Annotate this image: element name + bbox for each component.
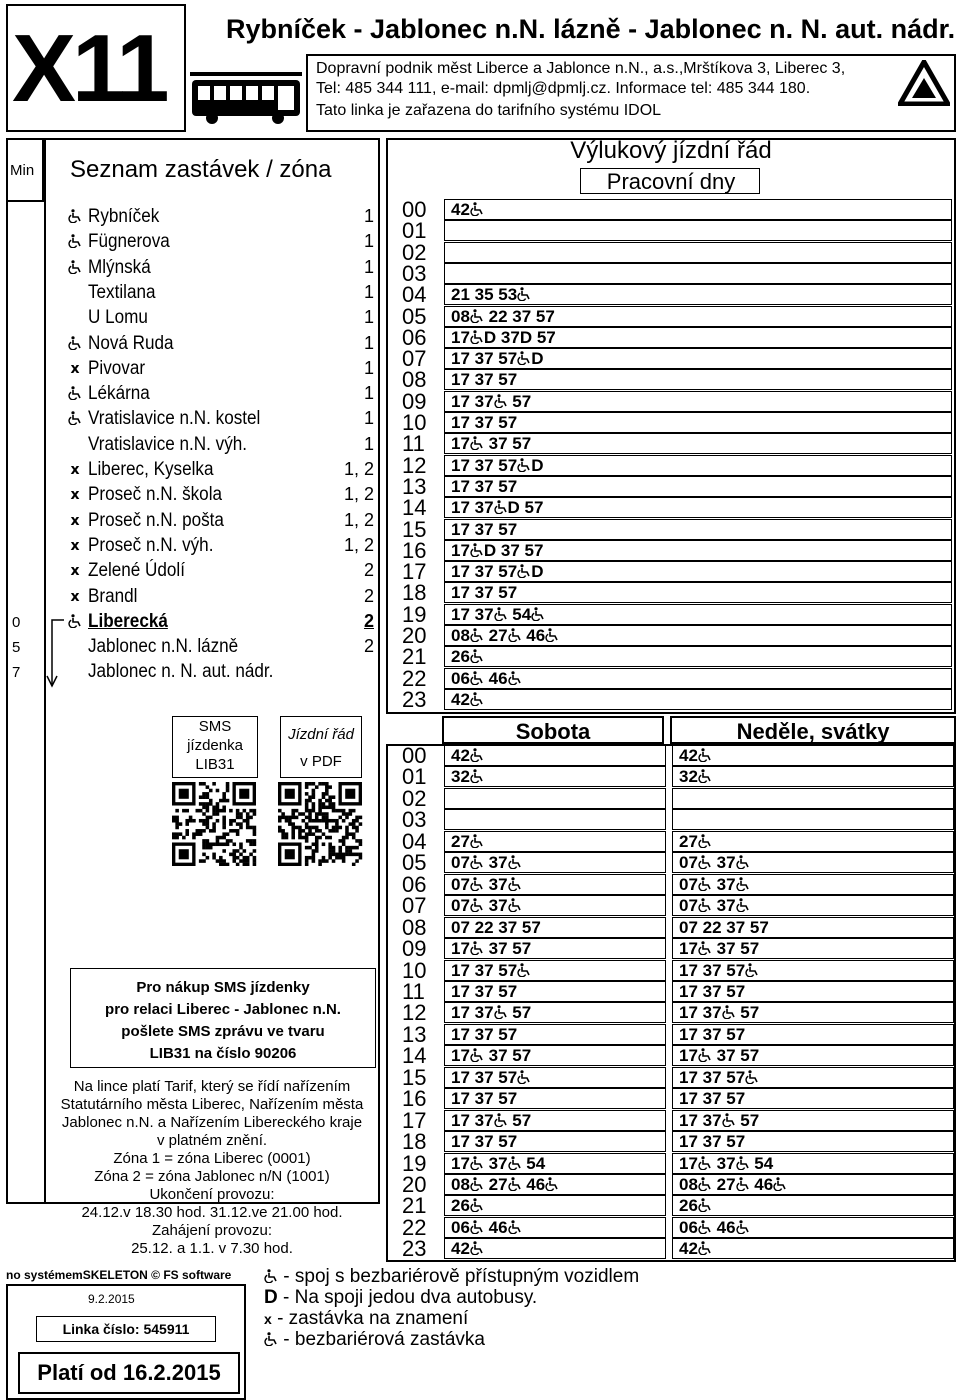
stop-name: U Lomu — [88, 307, 148, 329]
legend-symbol-wheelchair — [264, 1329, 278, 1350]
stop-row — [66, 433, 380, 458]
tariff-line: Zóna 2 = zóna Jablonec n/N (1001) — [94, 1168, 330, 1185]
wheelchair-icon — [470, 692, 484, 706]
hour-label: 04 — [402, 828, 427, 854]
stop-row — [66, 281, 380, 306]
weekday-label: Pracovní dny — [606, 169, 736, 194]
hour-label: 12 — [402, 452, 427, 478]
hour-label: 19 — [402, 601, 427, 627]
wheelchair-icon — [470, 671, 484, 685]
request-stop-marker: x — [70, 360, 80, 377]
saturday-departures: 17 37 54 — [444, 1153, 666, 1174]
stop-row — [66, 205, 380, 230]
sms-info-line: LIB31 na číslo 90206 — [149, 1045, 297, 1062]
stop-name: Proseč n.N. škola — [88, 484, 223, 506]
wheelchair-icon — [68, 386, 82, 400]
hour-label: 18 — [402, 580, 427, 606]
saturday-departures: 32 — [444, 766, 666, 787]
weekday-departures: 08 22 37 57 — [444, 306, 952, 327]
hour-label: 05 — [402, 850, 427, 876]
stop-zone: 1 — [363, 408, 374, 429]
wheelchair-stop-marker — [66, 614, 84, 631]
weekday-departures: 08 27 46 — [444, 625, 952, 646]
wheelchair-icon — [494, 394, 508, 408]
hour-label: 15 — [402, 516, 427, 542]
sunday-departures: 07 37 — [672, 852, 954, 873]
sunday-departures: 17 37 57 — [672, 960, 954, 981]
weekday-departures — [444, 263, 952, 284]
legend-symbol-wheelchair — [264, 1266, 278, 1287]
sunday-departures: 17 37 57 — [672, 1002, 954, 1023]
stop-name: Proseč n.N. výh. — [88, 534, 214, 556]
hour-label: 09 — [402, 936, 427, 962]
tariff-line: Statutárního města Liberec, Nařízením města — [60, 1096, 364, 1113]
stop-row — [66, 332, 380, 357]
sunday-departures: 17 37 57 — [672, 1067, 954, 1088]
stop-zone: 2 — [363, 585, 374, 606]
stop-zone: 1, 2 — [343, 534, 374, 555]
route-title: Rybníček - Jablonec n.N. lázně - Jablonec n. N. aut. nádr. — [226, 14, 956, 44]
wheelchair-stop-marker — [66, 386, 84, 403]
operator-info-line: Dopravní podnik měst Liberce a Jablonce n.N., a.s.,Mrštíkova 3, Liberec 3, — [316, 60, 846, 77]
stop-row — [66, 559, 380, 584]
stop-zone: 1 — [363, 281, 374, 302]
hour-label: 23 — [402, 1236, 427, 1262]
request-stop-marker: x — [70, 588, 80, 605]
sunday-departures: 07 22 37 57 — [672, 917, 954, 938]
stop-row — [66, 585, 380, 610]
sunday-departures: 06 46 — [672, 1217, 954, 1238]
legend-item — [264, 1308, 468, 1330]
saturday-departures: 17 37 57 — [444, 1067, 666, 1088]
hour-label: 14 — [402, 495, 427, 521]
wheelchair-icon — [470, 649, 484, 663]
hour-label: 10 — [402, 957, 427, 983]
stops-heading: Seznam zastávek / zóna — [70, 156, 332, 183]
saturday-departures: 26 — [444, 1195, 666, 1216]
sunday-departures: 17 37 57 — [672, 1024, 954, 1045]
hour-label: 21 — [402, 1193, 427, 1219]
wheelchair-icon — [470, 436, 484, 450]
tariff-line: Zóna 1 = zóna Liberec (0001) — [113, 1150, 311, 1167]
weekday-departures: 42 — [444, 689, 952, 710]
weekend-timetable — [386, 744, 956, 1262]
saturday-departures: 08 27 46 — [444, 1174, 666, 1195]
hour-label: 11 — [402, 431, 425, 457]
wheelchair-icon — [531, 607, 545, 621]
minutes-header: Min — [10, 162, 35, 179]
sunday-departures: 08 27 46 — [672, 1174, 954, 1195]
legend-item — [264, 1287, 537, 1309]
sunday-departures: 17 37 57 — [672, 1088, 954, 1109]
saturday-departures: 17 37 57 — [444, 981, 666, 1002]
sunday-departures: 17 37 57 — [672, 1045, 954, 1066]
hour-label: 13 — [402, 473, 427, 499]
stop-zone: 1, 2 — [343, 484, 374, 505]
sms-ticket-line: SMS — [198, 718, 232, 735]
wheelchair-icon — [470, 628, 484, 642]
request-stop-marker: x — [70, 512, 80, 529]
software-credit: no systémemSKELETON © FS software — [6, 1268, 232, 1282]
weekday-departures: 17 37 57 — [444, 582, 952, 603]
sms-info-line: Pro nákup SMS jízdenky — [136, 979, 310, 996]
tariff-line: Na lince platí Tarif, který se řídí nařízením — [73, 1078, 351, 1095]
hour-label: 15 — [402, 1064, 427, 1090]
sunday-departures: 17 37 54 — [672, 1153, 954, 1174]
tariff-line: v platném znění. — [156, 1132, 268, 1149]
wheelchair-icon — [68, 336, 82, 350]
link-number: Linka číslo: 545911 — [36, 1316, 216, 1342]
wheelchair-icon — [68, 614, 82, 628]
stop-minute: 7 — [12, 664, 21, 682]
sunday-departures: 26 — [672, 1195, 954, 1216]
tariff-info — [44, 1078, 380, 1258]
hour-label: 16 — [402, 1086, 427, 1112]
sms-info-line: pro relaci Liberec - Jablonec n.N. — [105, 1001, 341, 1018]
pdf-label-line: Jízdní řád — [288, 726, 354, 743]
hour-label: 08 — [402, 367, 427, 393]
wheelchair-icon — [68, 209, 82, 223]
stop-name: Vratislavice n.N. výh. — [88, 433, 248, 455]
weekday-departures: 17 37 57 D — [444, 348, 952, 369]
request-stop-marker: x — [70, 563, 80, 580]
stop-name: Brandl — [88, 585, 138, 607]
stop-name: Zelené Údolí — [88, 560, 185, 582]
weekday-departures: 17 37 57 — [444, 519, 952, 540]
stop-row — [66, 509, 380, 534]
hour-label: 12 — [402, 1000, 427, 1026]
saturday-departures: 17 37 57 — [444, 960, 666, 981]
company-logo-icon — [898, 60, 950, 106]
hour-label: 00 — [402, 197, 427, 222]
legend-symbol: D — [264, 1287, 278, 1308]
operator-info-line: Tel: 485 344 111, e-mail: dpmlj@dpmlj.cz. Informace tel: 485 344 180. — [316, 80, 811, 97]
weekday-departures: 17 37 57 — [444, 369, 952, 390]
wheelchair-stop-marker — [66, 209, 84, 226]
weekday-departures: 26 — [444, 646, 952, 667]
hour-label: 14 — [402, 1043, 427, 1069]
weekday-departures: 17 D 37 57 — [444, 540, 952, 561]
hour-label: 06 — [402, 324, 427, 350]
stop-row — [66, 660, 380, 685]
stop-name: Jablonec n.N. lázně — [88, 636, 239, 658]
stop-name: Liberecká — [88, 610, 168, 632]
stop-name: Vratislavice n.N. kostel — [88, 408, 261, 430]
pdf-timetable-label — [280, 716, 362, 778]
legend-item — [264, 1329, 485, 1351]
weekday-departures: 17 37 57 D — [444, 561, 952, 582]
wheelchair-icon — [68, 234, 82, 248]
saturday-departures: 27 — [444, 831, 666, 852]
hour-label: 17 — [402, 1107, 427, 1133]
stop-name: Pivovar — [88, 357, 146, 379]
stop-zone: 1, 2 — [343, 459, 374, 479]
line-number: X11 — [12, 15, 166, 122]
stop-zone: 1 — [363, 357, 374, 378]
hour-label: 08 — [402, 914, 427, 940]
stop-name: Proseč n.N. pošta — [88, 509, 224, 531]
saturday-label: Sobota — [442, 716, 664, 744]
tariff-line: 25.12. a 1.1. v 7.30 hod. — [131, 1240, 293, 1257]
stop-row — [66, 357, 380, 382]
stop-minute: 5 — [12, 639, 21, 657]
legend-text: - spoj s bezbariérově přístupným vozidlem — [278, 1266, 640, 1287]
wheelchair-icon — [494, 500, 508, 514]
hour-label: 03 — [402, 807, 427, 833]
wheelchair-stop-marker — [66, 234, 84, 251]
wheelchair-icon — [517, 351, 531, 365]
sms-ticket-label — [172, 716, 258, 778]
sms-qr-code-icon[interactable] — [172, 782, 258, 866]
sunday-label: Neděle, svátky — [670, 716, 956, 744]
tariff-line: Zahájení provozu: — [151, 1222, 273, 1239]
legend-text: - Na spoji jedou dva autobusy. — [277, 1287, 538, 1308]
wheelchair-icon — [68, 411, 82, 425]
stop-zone: 1 — [363, 332, 374, 353]
stop-row — [66, 306, 380, 331]
sms-ticket-line: jízdenka — [187, 737, 243, 754]
hour-label: 13 — [402, 1021, 427, 1047]
hour-label: 20 — [402, 623, 427, 648]
saturday-departures: 07 37 — [444, 874, 666, 895]
sunday-departures: 42 — [672, 1238, 954, 1259]
sms-info-line: pošlete SMS zprávu ve tvaru — [121, 1023, 325, 1040]
weekday-departures: 17 D 37D 57 — [444, 327, 952, 348]
hour-label: 05 — [402, 303, 427, 329]
weekday-departures: 17 37 54 — [444, 604, 952, 625]
legend-item — [264, 1266, 639, 1288]
weekday-departures: 17 37 57 — [444, 433, 952, 454]
wheelchair-icon — [517, 287, 531, 301]
hour-label: 01 — [402, 764, 427, 790]
stop-minute: 0 — [12, 613, 21, 631]
sunday-departures: 42 — [672, 745, 954, 766]
wheelchair-stop-marker — [66, 336, 84, 353]
wheelchair-icon — [508, 671, 522, 685]
sunday-departures: 07 37 — [672, 895, 954, 916]
wheelchair-icon — [68, 260, 82, 274]
operator-info-line: Tato linka je zařazena do tarifního systému IDOL — [316, 102, 662, 119]
weekday-departures — [444, 242, 952, 263]
sunday-departures: 27 — [672, 831, 954, 852]
request-stop-marker: x — [70, 537, 80, 554]
stop-row — [66, 610, 380, 635]
hour-label: 22 — [402, 1214, 427, 1240]
stop-zone: 1 — [363, 383, 374, 404]
stop-name: Rybníček — [88, 206, 160, 227]
stop-row — [66, 230, 380, 255]
saturday-departures: 07 37 — [444, 852, 666, 873]
hour-label: 11 — [402, 978, 425, 1004]
sunday-departures: 17 37 57 — [672, 1131, 954, 1152]
wheelchair-icon — [470, 202, 484, 216]
stop-zone: 2 — [363, 610, 374, 631]
saturday-departures: 17 37 57 — [444, 1110, 666, 1131]
hour-label: 09 — [402, 388, 427, 414]
stop-name: Liberec, Kyselka — [88, 459, 214, 480]
wheelchair-stop-marker — [66, 260, 84, 277]
weekday-departures: 42 — [444, 199, 952, 220]
stop-name: Lékárna — [88, 383, 150, 405]
stop-row — [66, 256, 380, 281]
bus-icon — [188, 70, 304, 126]
hour-label: 02 — [402, 239, 427, 265]
stop-row — [66, 407, 380, 432]
stop-row — [66, 635, 380, 660]
hour-label: 07 — [402, 346, 427, 372]
hour-label: 10 — [402, 410, 427, 435]
hour-label: 16 — [402, 537, 427, 563]
stop-name: Nová Ruda — [88, 332, 174, 354]
timetable-title: Výlukový jízdní řád — [570, 137, 772, 164]
weekday-departures: 17 37 57 D — [444, 455, 952, 476]
legend-text: - zastávka na znamení — [271, 1308, 469, 1329]
stop-row — [66, 382, 380, 407]
route-arrow-icon — [44, 616, 68, 690]
pdf-label-line: v PDF — [300, 753, 342, 770]
hour-label: 23 — [402, 686, 427, 712]
saturday-departures: 06 46 — [444, 1217, 666, 1238]
request-stop-marker: x — [70, 487, 80, 504]
weekday-departures: 06 46 — [444, 668, 952, 689]
stop-row — [66, 458, 380, 483]
wheelchair-icon — [470, 543, 484, 557]
stop-row — [66, 534, 380, 559]
hour-label: 18 — [402, 1129, 427, 1155]
wheelchair-icon — [470, 330, 484, 344]
stop-zone: 1 — [363, 256, 374, 277]
wheelchair-stop-marker — [66, 411, 84, 428]
hour-label: 04 — [402, 282, 427, 308]
stop-zone: 1, 2 — [343, 509, 374, 530]
stop-name: Jablonec n. N. aut. nádr. — [88, 661, 274, 683]
saturday-departures: 17 37 57 — [444, 1131, 666, 1152]
stop-name: Textilana — [88, 281, 156, 303]
stop-zone: 2 — [363, 636, 374, 657]
weekday-departures — [444, 220, 952, 241]
tariff-line: Jablonec n.N. a Nařízením Libereckého kraje — [61, 1114, 363, 1131]
hour-label: 21 — [402, 644, 427, 670]
sunday-departures: 17 37 57 — [672, 1110, 954, 1131]
wheelchair-icon — [545, 628, 559, 642]
saturday-departures: 17 37 57 — [444, 1024, 666, 1045]
stop-zone: 1 — [363, 307, 374, 328]
legend-text: - bezbariérová zastávka — [278, 1329, 485, 1350]
stop-name: Mlýnská — [88, 256, 151, 278]
weekday-departures: 17 37 D 57 — [444, 497, 952, 518]
saturday-departures: 07 37 — [444, 895, 666, 916]
wheelchair-icon — [264, 1332, 278, 1346]
stop-name: Fügnerova — [88, 231, 170, 253]
saturday-departures: 17 37 57 — [444, 1088, 666, 1109]
hour-label: 02 — [402, 785, 427, 811]
hour-label: 00 — [402, 743, 427, 768]
tariff-line: Ukončení provozu: — [149, 1186, 275, 1203]
hour-label: 07 — [402, 893, 427, 919]
wheelchair-icon — [517, 564, 531, 578]
saturday-departures: 42 — [444, 745, 666, 766]
wheelchair-icon — [494, 607, 508, 621]
hour-label: 19 — [402, 1150, 427, 1176]
wheelchair-icon — [508, 628, 522, 642]
sunday-departures: 17 37 57 — [672, 938, 954, 959]
stop-zone: 1 — [363, 206, 374, 226]
stop-zone: 1 — [363, 231, 374, 252]
hour-label: 01 — [402, 218, 427, 244]
hour-label: 17 — [402, 559, 427, 585]
sunday-departures: 07 37 — [672, 874, 954, 895]
stop-zone: 1 — [363, 433, 374, 454]
stop-zone: 2 — [363, 560, 374, 581]
hour-label: 22 — [402, 665, 427, 691]
hour-label: 03 — [402, 260, 427, 286]
saturday-departures: 17 37 57 — [444, 1002, 666, 1023]
sms-ticket-line: LIB31 — [195, 756, 235, 773]
saturday-departures: 17 37 57 — [444, 1045, 666, 1066]
hour-label: 06 — [402, 871, 427, 897]
stop-row — [66, 483, 380, 508]
tariff-line: 24.12.v 18.30 hod. 31.12.ve 21.00 hod. — [81, 1204, 343, 1221]
weekday-departures: 21 35 53 — [444, 284, 952, 305]
weekday-departures: 17 37 57 — [444, 391, 952, 412]
request-stop-marker: x — [70, 462, 80, 478]
wheelchair-icon — [470, 309, 484, 323]
saturday-departures: 07 22 37 57 — [444, 917, 666, 938]
pdf-qr-code-icon[interactable] — [278, 782, 364, 866]
legend-symbol: x — [264, 1311, 272, 1327]
saturday-departures: 17 37 57 — [444, 938, 666, 959]
sms-purchase-info — [70, 968, 376, 1068]
wheelchair-icon — [517, 458, 531, 472]
sunday-departures: 17 37 57 — [672, 981, 954, 1002]
valid-from: Platí od 16.2.2015 — [18, 1352, 240, 1394]
weekday-departures: 17 37 57 — [444, 476, 952, 497]
saturday-departures: 42 — [444, 1238, 666, 1259]
print-date: 9.2.2015 — [88, 1292, 135, 1306]
sunday-departures: 32 — [672, 766, 954, 787]
hour-label: 20 — [402, 1172, 427, 1197]
weekday-departures: 17 37 57 — [444, 412, 952, 433]
wheelchair-icon — [264, 1269, 278, 1283]
